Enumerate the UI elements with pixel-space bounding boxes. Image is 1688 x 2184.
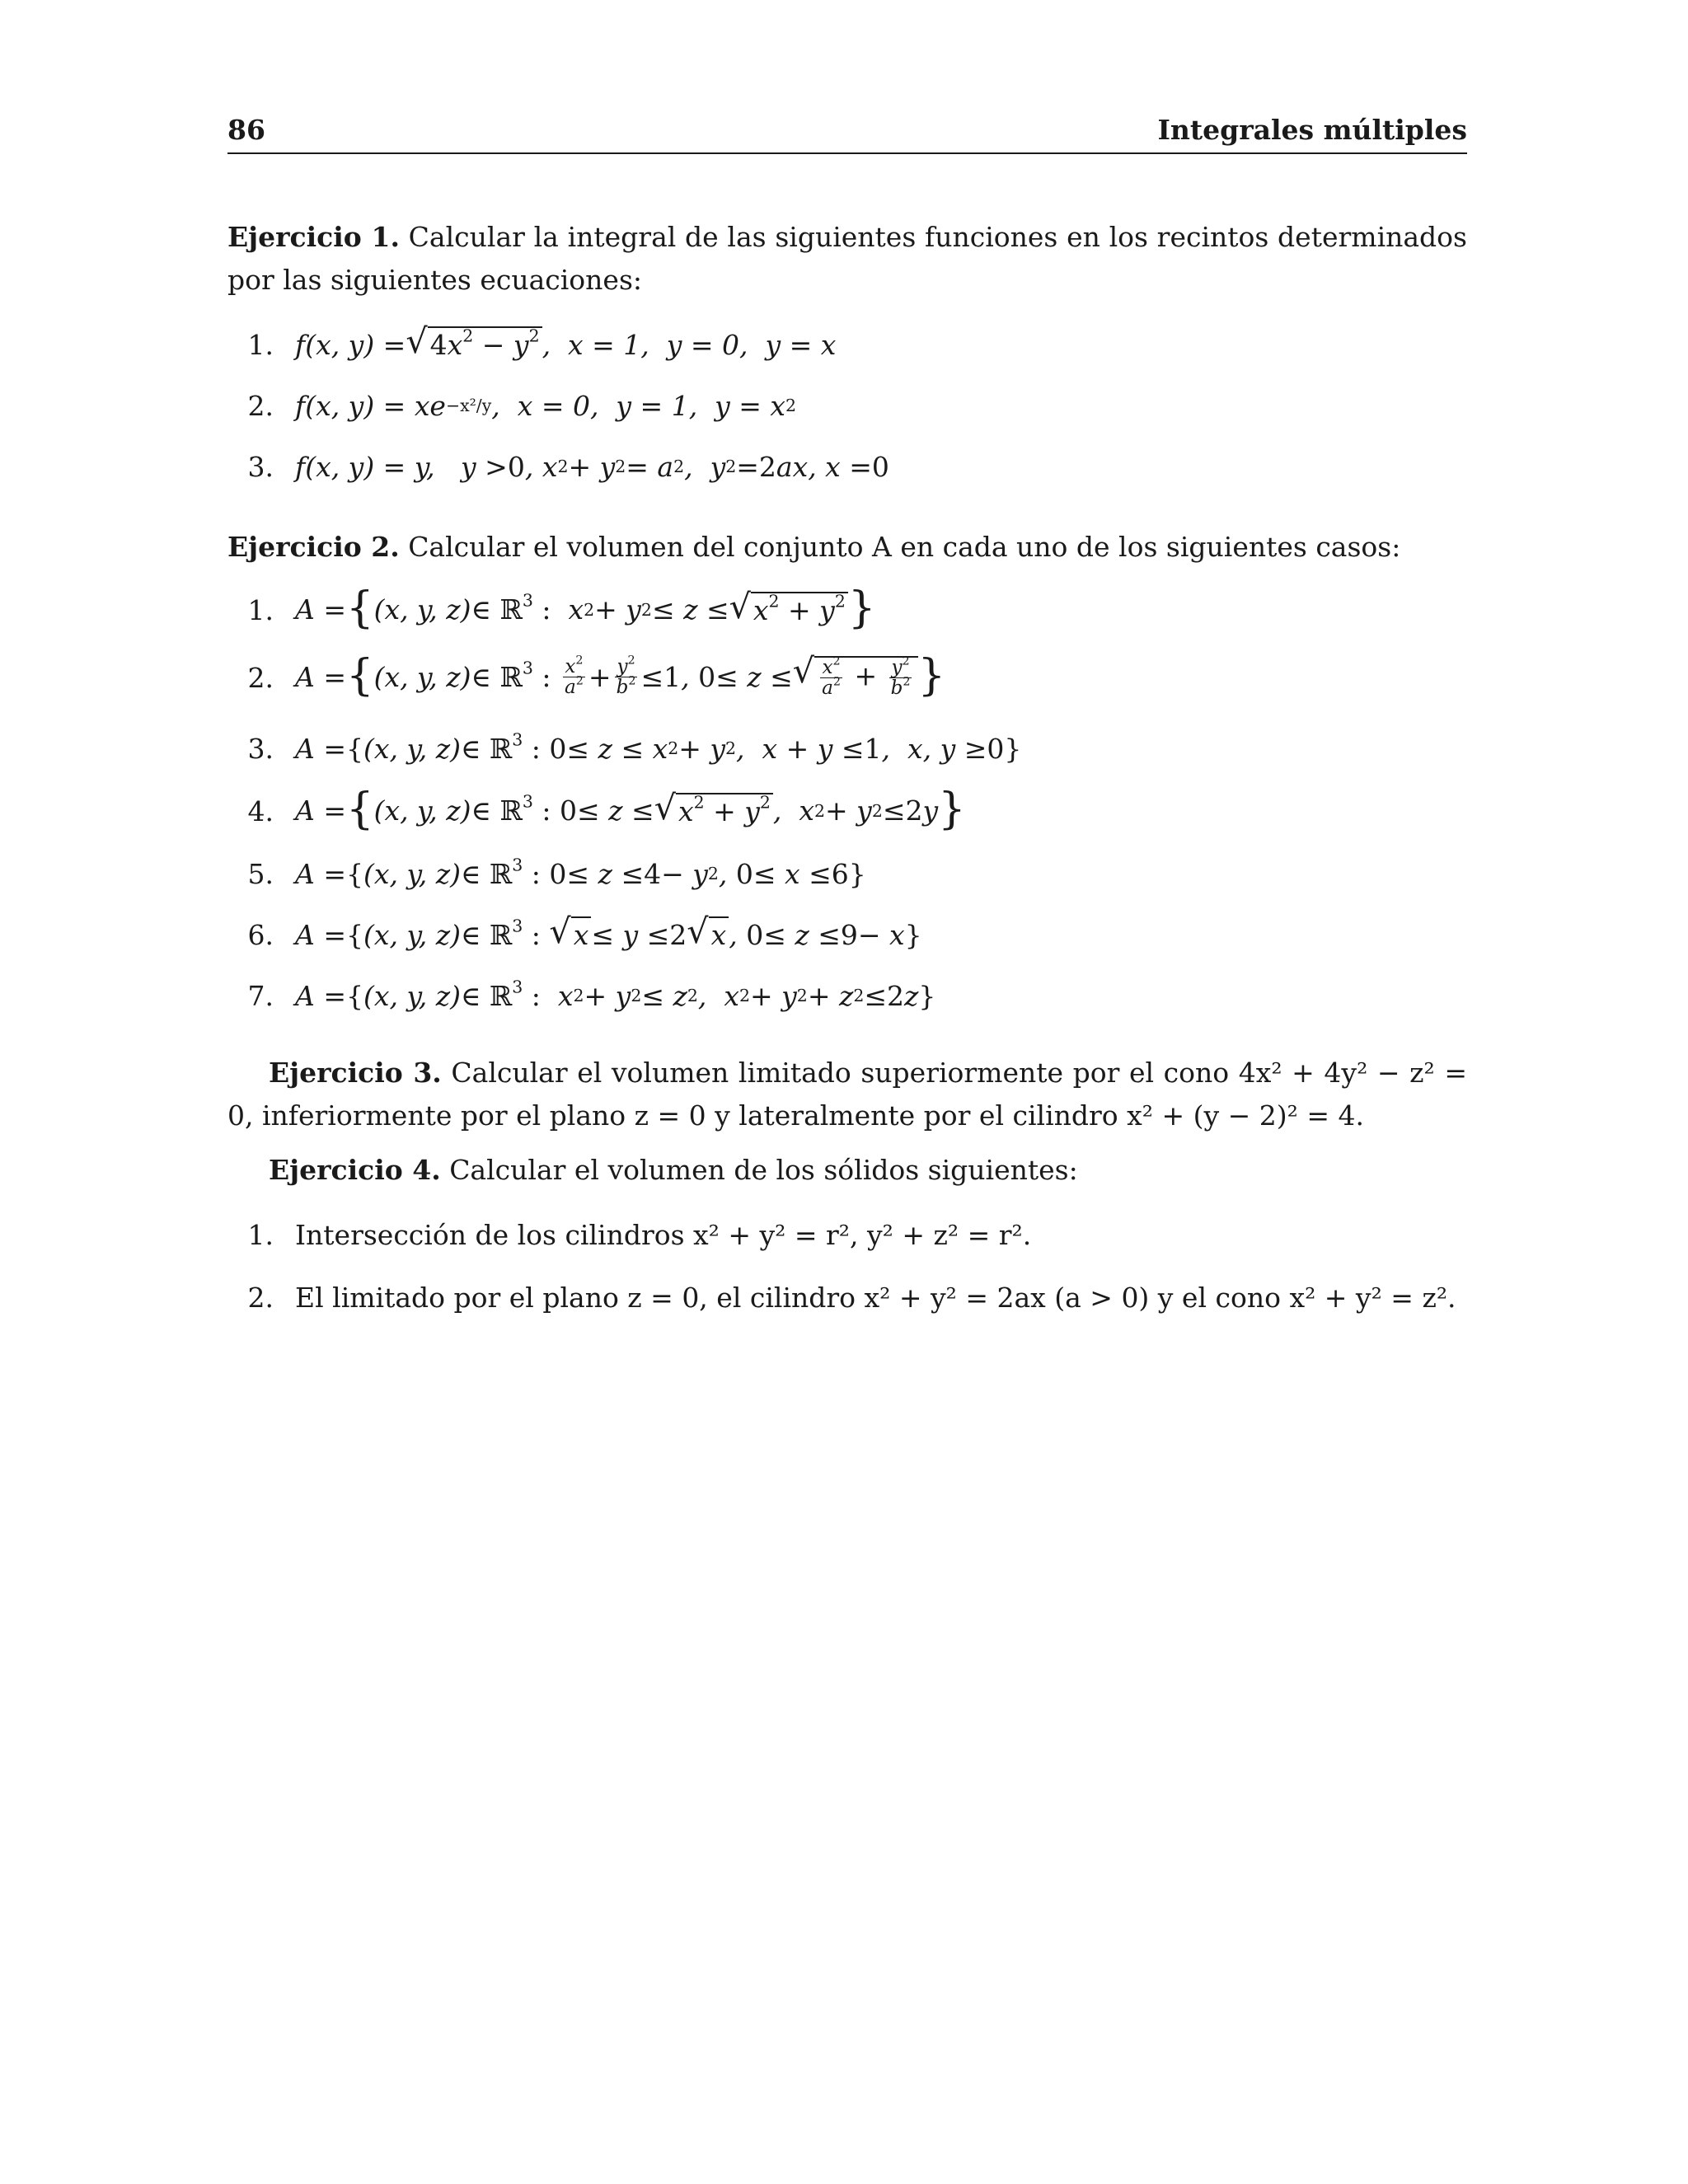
exercise-1-statement bbox=[227, 216, 1467, 302]
list-item: 1. f(x, y) = √ $4x^2 - y^2$ , x = 1, y = 0, y = x bbox=[247, 321, 837, 362]
list-item: 6. A = { (x, y, z) ∈ ℝ$^3$ : √ x ≤ y ≤ 2 √ x , 0 ≤ z ≤ 9 − x } bbox=[247, 912, 922, 952]
formula: f(x, y) = √ $4x^2 - y^2$ , x = 1, y = 0, y = x bbox=[295, 321, 837, 362]
exercise-1-text: Calcular la integral de las siguientes funciones en los recintos determinados por las siguientes ecuaciones: bbox=[227, 221, 1467, 296]
formula: A = { (x, y, z) ∈ ℝ$^3$ : 0 ≤ z ≤ 4 − y 2 , 0 ≤ x ≤ 6} bbox=[295, 855, 866, 890]
formula: A = { (x, y, z) ∈ ℝ$^3$ : √ x ≤ y ≤ 2 √ x , 0 ≤ z ≤ 9 − x } bbox=[295, 912, 922, 952]
formula: A = { (x, y, z) ∈ ℝ$^3$ : x 2 + y 2 ≤ z ≤ √ $x^2 + y^2$ } bbox=[295, 582, 876, 633]
exercise-2-label: Ejercicio 2. bbox=[227, 531, 400, 563]
exercise-3-statement bbox=[227, 1052, 1467, 1137]
running-header bbox=[227, 114, 1467, 154]
list-item: 7. A = { (x, y, z) ∈ ℝ$^3$ : x 2 + y 2 ≤ z 2 , x 2 + y 2 + z 2 ≤ 2 z } bbox=[247, 977, 936, 1012]
exercise-4-text: Calcular el volumen de los sólidos siguientes: bbox=[449, 1154, 1078, 1186]
exercise-3-label: Ejercicio 3. bbox=[269, 1057, 442, 1089]
list-item: 3. f(x, y) = y, y > 0 , x 2 + y 2 = a 2 , y 2 = 2 ax, x = 0 bbox=[247, 450, 889, 483]
formula: f(x, y) = y, y > 0 , x 2 + y 2 = a 2 , y 2 = 2 ax, x = 0 bbox=[295, 450, 889, 483]
exercise-1-label: Ejercicio 1. bbox=[227, 221, 400, 253]
page-number: 86 bbox=[227, 114, 265, 146]
exercise-2-statement bbox=[227, 526, 1467, 569]
exercise-4-statement bbox=[227, 1149, 1467, 1192]
list-item: 3. A = { (x, y, z) ∈ ℝ$^3$ : 0 ≤ z ≤ x 2 + y 2 , x + y ≤ 1 , x, y ≥ 0} bbox=[247, 729, 1022, 765]
list-item-text: El limitado por el plano z = 0, el cilindro x² + y² = 2ax (a > 0) y el cono x² + y² = z². bbox=[295, 1281, 1456, 1314]
list-item: 2. f(x, y) = xe −x²/y , x = 0, y = 1, y = x 2 bbox=[247, 389, 797, 422]
formula: f(x, y) = xe −x²/y , x = 0, y = 1, y = x 2 bbox=[295, 389, 797, 422]
exercise-4-label: Ejercicio 4. bbox=[269, 1154, 441, 1186]
exercise-2-text: Calcular el volumen del conjunto A en cada uno de los siguientes casos: bbox=[408, 531, 1401, 563]
list-item: 1. A = { (x, y, z) ∈ ℝ$^3$ : x 2 + y 2 ≤ z ≤ √ $x^2 + y^2$ } bbox=[247, 582, 876, 633]
list-item: 4. A = { (x, y, z) ∈ ℝ$^3$ : 0 ≤ z ≤ √ $x^2 + y^2$ , x 2 + y 2 ≤ 2 y } bbox=[247, 783, 966, 834]
list-item-text: Intersección de los cilindros x² + y² = r², y² + z² = r². bbox=[295, 1218, 1032, 1251]
list-item: 1. Intersección de los cilindros x² + y² = r², y² + z² = r². bbox=[247, 1218, 1032, 1251]
list-item: 5. A = { (x, y, z) ∈ ℝ$^3$ : 0 ≤ z ≤ 4 − y 2 , 0 ≤ x ≤ 6} bbox=[247, 855, 866, 890]
formula: A = { (x, y, z) ∈ ℝ$^3$ : x 2 + y 2 ≤ z 2 , x 2 + y 2 + z 2 ≤ 2 z } bbox=[295, 977, 936, 1012]
formula: A = { (x, y, z) ∈ ℝ$^3$ : $\frac{x^2}{a^2}$ + $\frac{y^2}{b^2}$ ≤ 1 , 0 ≤ z ≤ √ $\frac{x^2}{a^2}$ + $\frac{y^2}{b^2}$ } bbox=[295, 649, 946, 701]
formula: A = { (x, y, z) ∈ ℝ$^3$ : 0 ≤ z ≤ x 2 + y 2 , x + y ≤ 1 , x, y ≥ 0} bbox=[295, 729, 1022, 765]
list-item: 2. El limitado por el plano z = 0, el cilindro x² + y² = 2ax (a > 0) y el cono x² + y² = z². bbox=[247, 1281, 1456, 1314]
exercise-3-text: Calcular el volumen limitado superiormente por el cono 4x² + 4y² − z² = 0, inferiormente por el plano z = 0 y lateralmente por el cilindro x² + (y − 2)² = 4. bbox=[227, 1057, 1467, 1132]
list-item: 2. A = { (x, y, z) ∈ ℝ$^3$ : $\frac{x^2}{a^2}$ + $\frac{y^2}{b^2}$ ≤ 1 , 0 ≤ z ≤ √ $\frac{x^2}{a^2}$ + $\frac{y^2}{b^2}$ } bbox=[247, 649, 946, 701]
chapter-title: Integrales múltiples bbox=[1157, 114, 1467, 146]
formula: A = { (x, y, z) ∈ ℝ$^3$ : 0 ≤ z ≤ √ $x^2 + y^2$ , x 2 + y 2 ≤ 2 y } bbox=[295, 783, 966, 834]
